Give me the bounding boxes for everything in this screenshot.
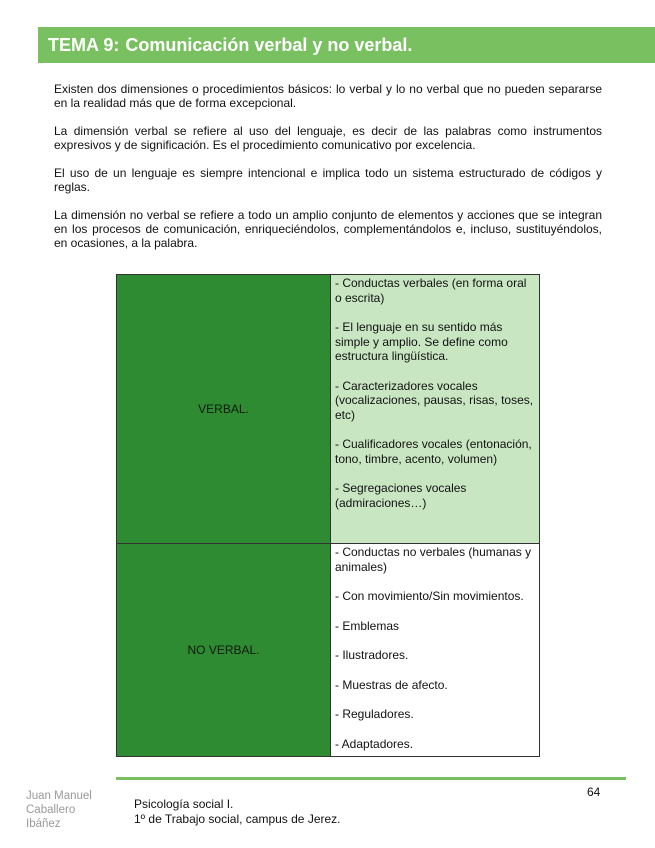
page-title: Comunicación verbal y no verbal.: [125, 35, 413, 55]
course-info: [134, 797, 341, 827]
nonverbal-label-cell: NO VERBAL.: [117, 544, 331, 757]
table-row-nonverbal: [117, 544, 540, 757]
list-item: - Cualificadores vocales (entonación, tono, timbre, acento, volumen): [335, 437, 532, 466]
verbal-label-cell: VERBAL.: [117, 275, 331, 544]
list-item: - Adaptadores.: [335, 736, 414, 751]
list-item: - Muestras de afecto.: [335, 677, 448, 692]
nonverbal-items-cell: [331, 544, 540, 757]
list-item: - El lenguaje en su sentido más simple y amplio. Se define como estructura lingüística.: [335, 320, 508, 363]
paragraph: La dimensión verbal se refiere al uso del lenguaje, es decir de las palabras como instrumentos expresivos y de significación. Es el procedimiento comunicativo por excelencia.: [54, 124, 602, 152]
verbal-items-cell: [331, 275, 540, 544]
list-item: - Ilustradores.: [335, 648, 409, 662]
page-header: [38, 27, 655, 63]
course-line: 1º de Trabajo social, campus de Jerez.: [134, 812, 341, 826]
tema-number: TEMA 9:: [48, 35, 120, 55]
list-item: - Conductas no verbales (humanas y animales): [335, 545, 532, 574]
paragraph: Existen dos dimensiones o procedimientos básicos: lo verbal y lo no verbal que no pueden separarse en la realidad más que de forma excepcional.: [54, 82, 602, 110]
list-item: - Emblemas: [335, 618, 400, 633]
page-number: 64: [587, 785, 601, 799]
list-item: - Reguladores.: [335, 707, 414, 721]
body-text: [54, 82, 602, 264]
table-row-verbal: [117, 275, 540, 544]
author-line: Caballero: [26, 804, 76, 816]
list-item: - Caracterizadores vocales (vocalizaciones, pausas, risas, toses, etc): [335, 378, 534, 422]
author-line: Ibáñez: [26, 818, 61, 830]
paragraph: El uso de un lenguaje es siempre intencional e implica todo un sistema estructurado de códigos y reglas.: [54, 166, 602, 194]
footer-divider: [116, 777, 626, 780]
communication-table: [116, 274, 540, 757]
paragraph: La dimensión no verbal se refiere a todo un amplio conjunto de elementos y acciones que se integran en los procesos de comunicación, enriqueciéndolos, complementándolos e, incluso, sustituyéndolos, en ocasiones, a la palabra.: [54, 208, 602, 250]
course-line: Psicología social I.: [134, 797, 234, 811]
author-name: [26, 789, 92, 831]
list-item: - Conductas verbales (en forma oral o escrita): [335, 276, 527, 305]
list-item: - Con movimiento/Sin movimientos.: [335, 589, 524, 603]
list-item: - Segregaciones vocales (admiraciones…): [335, 481, 467, 510]
author-line: Juan Manuel: [26, 790, 92, 802]
